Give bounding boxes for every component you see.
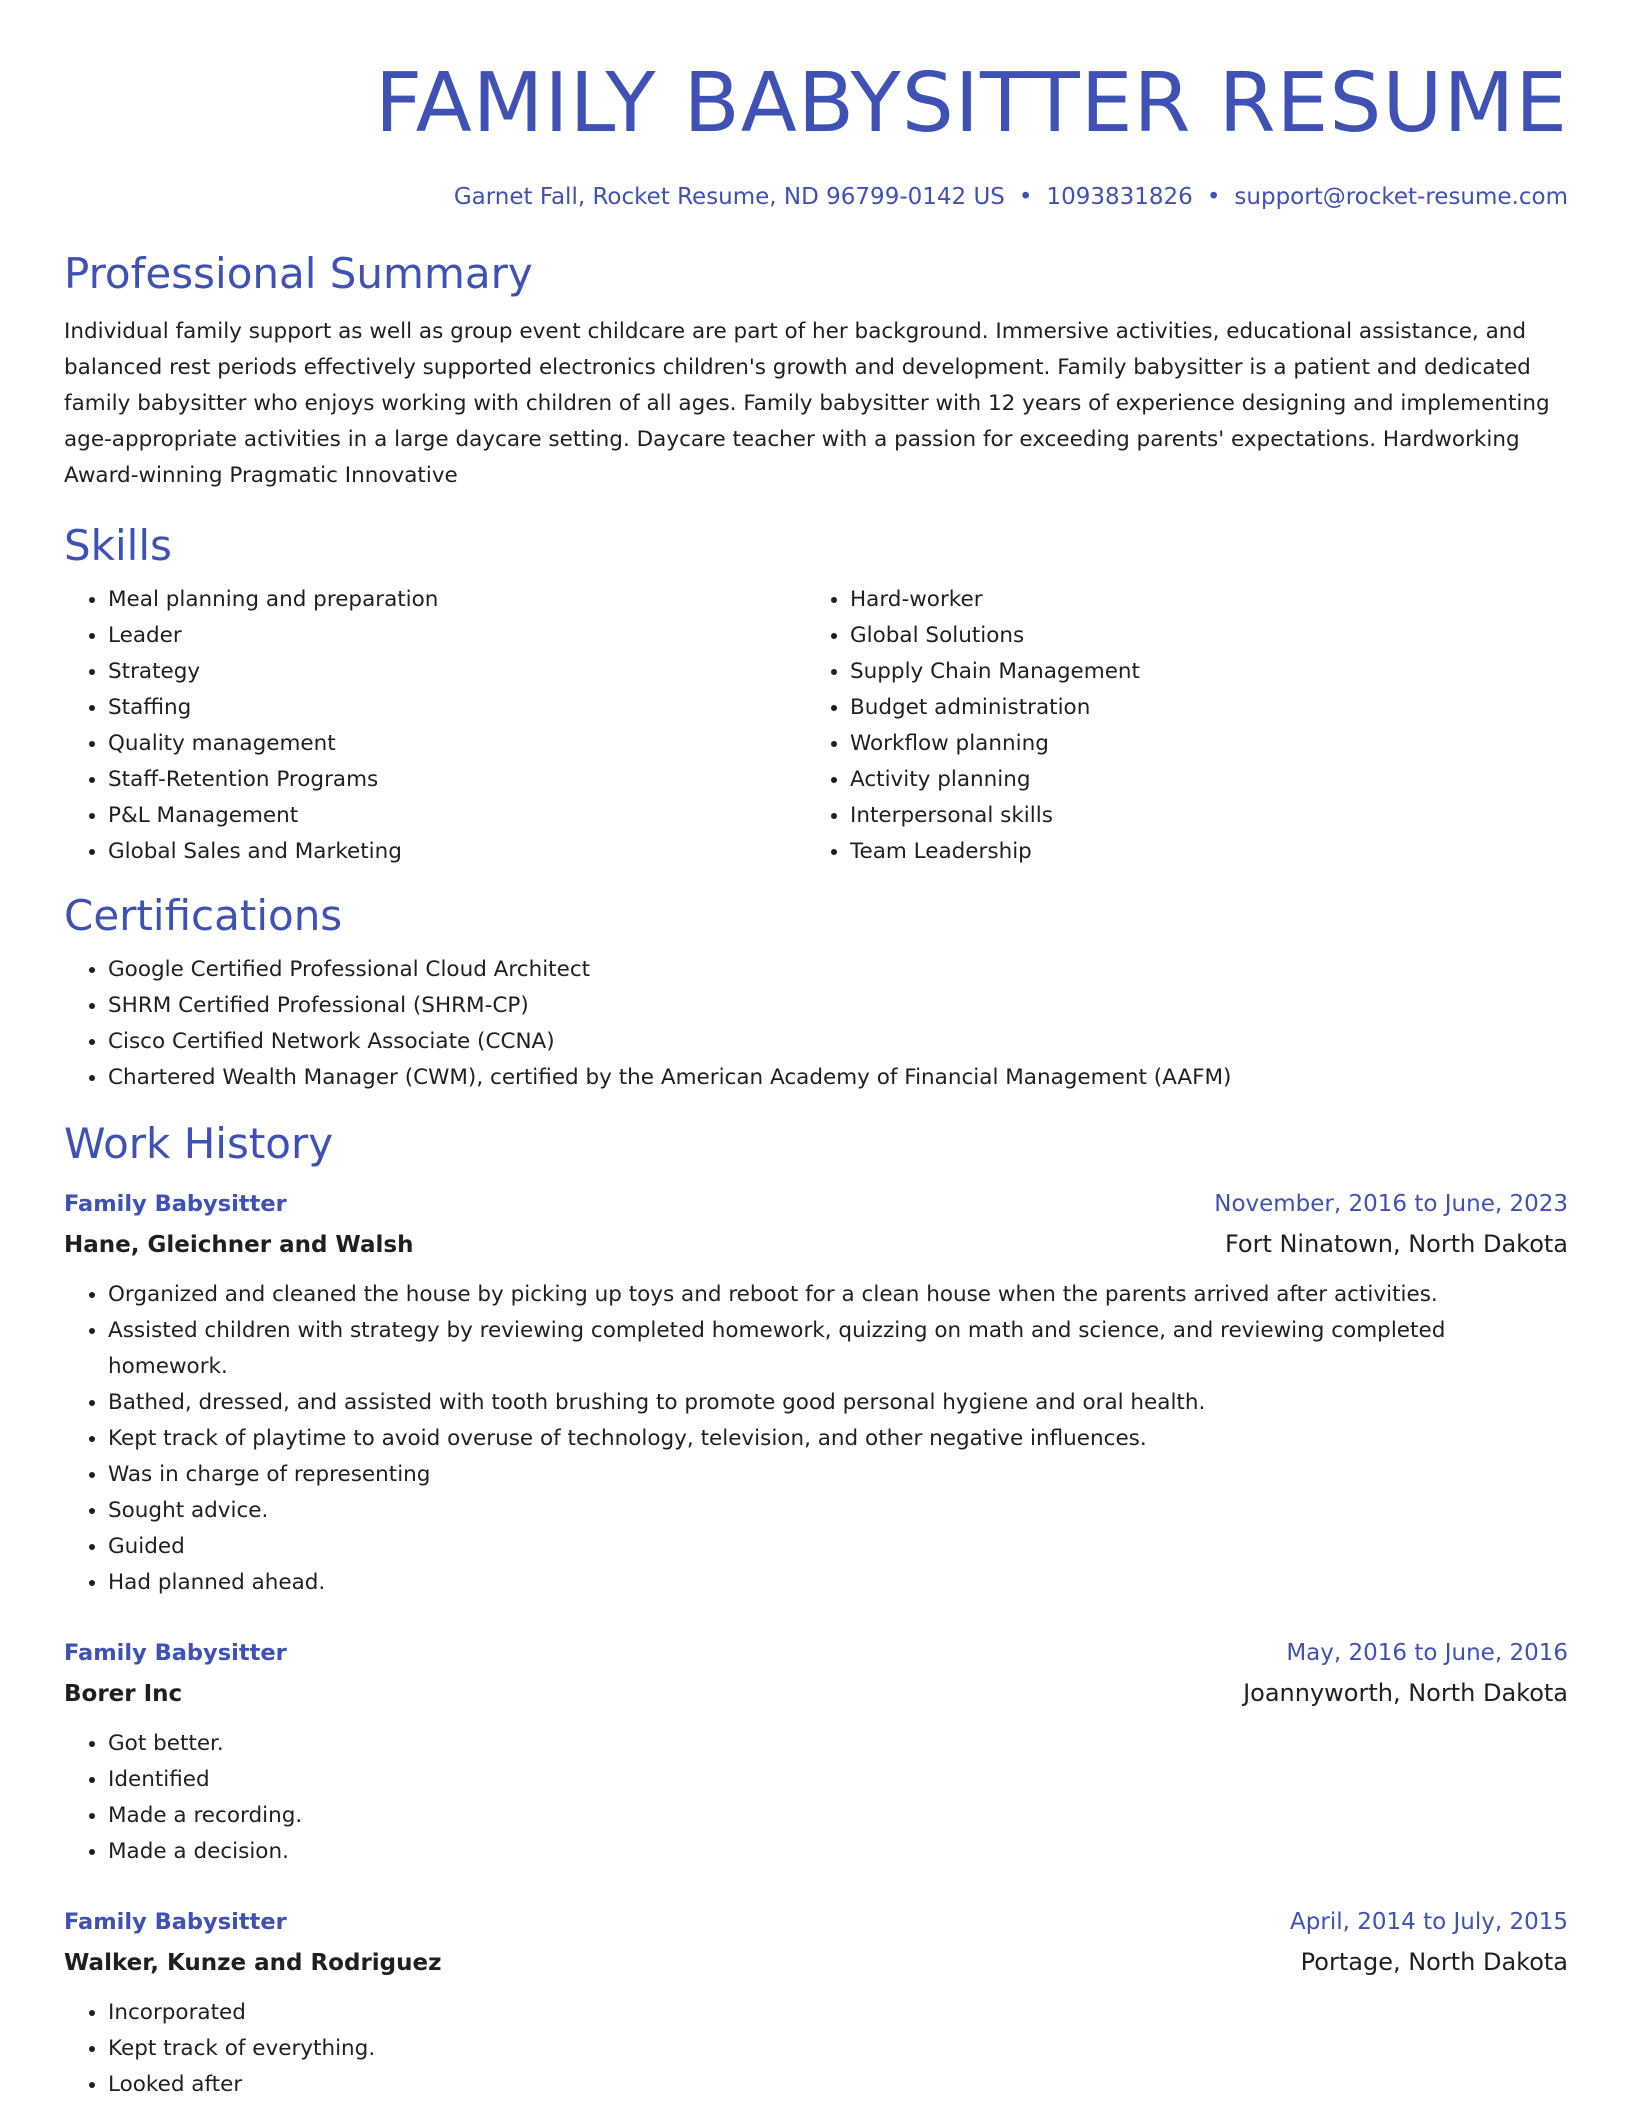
job-header-row <box>64 1184 1568 1224</box>
summary-section <box>64 246 1568 494</box>
skill-item: • Activity planning <box>850 762 1568 798</box>
job-title: Family Babysitter <box>64 1191 287 1217</box>
contact-address: Garnet Fall, Rocket Resume, ND 96799-0142 US <box>453 184 1005 210</box>
resume-header <box>64 0 1568 212</box>
job-title: Family Babysitter <box>64 1640 287 1666</box>
summary-text: Individual family support as well as group event childcare are part of her background. Immersive activities, educational assistance, and balanced rest periods effectively supported electronics children's growth and development. Family babysitter is a patient and dedicated family babysitter who enjoys working with children of all ages. Family babysitter with 12 years of experience designing and implementing age-appropriate activities in a large daycare setting. Daycare teacher with a passion for exceeding parents' expectations. Hardworking Award-winning Pragmatic Innovative <box>64 319 1550 488</box>
section-title-skills: Skills <box>64 521 172 570</box>
skills-grid <box>64 582 1568 870</box>
job-dates: May, 2016 to June, 2016 <box>1286 1640 1568 1666</box>
skill-item: • Hard-worker <box>850 582 1568 618</box>
job-duty-item: • Identified <box>108 1762 1568 1798</box>
certification-item: • Google Certified Professional Cloud Architect <box>108 952 1568 988</box>
contact-phone: 1093831826 <box>1046 184 1193 210</box>
skill-item: • Staff-Retention Programs <box>108 762 806 798</box>
job-location: Joannyworth, North Dakota <box>1243 1679 1568 1707</box>
section-title-summary: Professional Summary <box>64 249 533 298</box>
certification-item: • Chartered Wealth Manager (CWM), certified by the American Academy of Financial Management (AAFM) <box>108 1060 1568 1096</box>
skill-item: • Budget administration <box>850 690 1568 726</box>
job-duty-item: • Made a decision. <box>108 1834 1568 1870</box>
skill-item: • Workflow planning <box>850 726 1568 762</box>
job-duties-list <box>64 1726 1568 1870</box>
job-header-row <box>64 1902 1568 1942</box>
job-location: Portage, North Dakota <box>1300 1948 1568 1976</box>
work-history-section <box>64 1116 1568 2103</box>
skill-item: • Team Leadership <box>850 834 1568 870</box>
certifications-list <box>64 952 1568 1096</box>
skill-item: • Supply Chain Management <box>850 654 1568 690</box>
job-duty-item: • Guided <box>108 1529 1568 1565</box>
job-duty-item: • Made a recording. <box>108 1798 1568 1834</box>
job-dates: April, 2014 to July, 2015 <box>1290 1909 1568 1935</box>
certifications-section <box>64 888 1568 1096</box>
skill-item: • Meal planning and preparation <box>108 582 806 618</box>
skill-item: • P&L Management <box>108 798 806 834</box>
skill-item: • Leader <box>108 618 806 654</box>
skill-item: • Staffing <box>108 690 806 726</box>
job-dates: November, 2016 to June, 2023 <box>1214 1191 1568 1217</box>
job-location: Fort Ninatown, North Dakota <box>1224 1230 1568 1258</box>
skill-item: • Strategy <box>108 654 806 690</box>
job-duty-item: • Bathed, dressed, and assisted with tooth brushing to promote good personal hygiene and oral health. <box>108 1385 1568 1421</box>
job-duty-item: • Was in charge of representing <box>108 1457 1568 1493</box>
skills-section <box>64 518 1568 870</box>
job-duty-item: • Organized and cleaned the house by picking up toys and reboot for a clean house when the parents arrived after activities. <box>108 1277 1568 1313</box>
resume-title: FAMILY BABYSITTER RESUME <box>374 56 1568 151</box>
job-duty-item: • Looked after <box>108 2067 1568 2103</box>
section-title-certifications: Certifications <box>64 891 343 940</box>
section-title-work-history: Work History <box>64 1119 334 1168</box>
job-duty-item: • Kept track of everything. <box>108 2031 1568 2067</box>
job-company: Walker, Kunze and Rodriguez <box>64 1950 442 1976</box>
skill-item: • Interpersonal skills <box>850 798 1568 834</box>
skill-item: • Quality management <box>108 726 806 762</box>
certification-item: • SHRM Certified Professional (SHRM-CP) <box>108 988 1568 1024</box>
job-entry <box>64 1633 1568 1870</box>
contact-line <box>64 182 1568 212</box>
job-duty-item: • Kept track of playtime to avoid overuse of technology, television, and other negative influences. <box>108 1421 1568 1457</box>
job-company-row <box>64 1673 1568 1714</box>
job-company: Borer Inc <box>64 1681 183 1707</box>
job-entry <box>64 1184 1568 1601</box>
contact-separator: • <box>1018 184 1033 210</box>
skills-list-left <box>64 582 806 870</box>
certification-item: • Cisco Certified Network Associate (CCNA) <box>108 1024 1568 1060</box>
skill-item: • Global Sales and Marketing <box>108 834 806 870</box>
job-duty-item: • Got better. <box>108 1726 1568 1762</box>
job-company-row <box>64 1942 1568 1983</box>
job-company-row <box>64 1224 1568 1265</box>
job-duty-item: • Assisted children with strategy by reviewing completed homework, quizzing on math and science, and reviewing completed homework. <box>108 1313 1568 1385</box>
job-duty-item: • Incorporated <box>108 1995 1568 2031</box>
job-header-row <box>64 1633 1568 1673</box>
job-duties-list <box>64 1277 1568 1601</box>
job-duty-item: • Had planned ahead. <box>108 1565 1568 1601</box>
job-company: Hane, Gleichner and Walsh <box>64 1232 414 1258</box>
skill-item: • Global Solutions <box>850 618 1568 654</box>
job-entry <box>64 1902 1568 2103</box>
skills-list-right <box>806 582 1568 870</box>
contact-separator: • <box>1206 184 1221 210</box>
job-duty-item: • Sought advice. <box>108 1493 1568 1529</box>
job-duties-list <box>64 1995 1568 2103</box>
job-title: Family Babysitter <box>64 1909 287 1935</box>
contact-email[interactable]: support@rocket-resume.com <box>1234 184 1568 210</box>
